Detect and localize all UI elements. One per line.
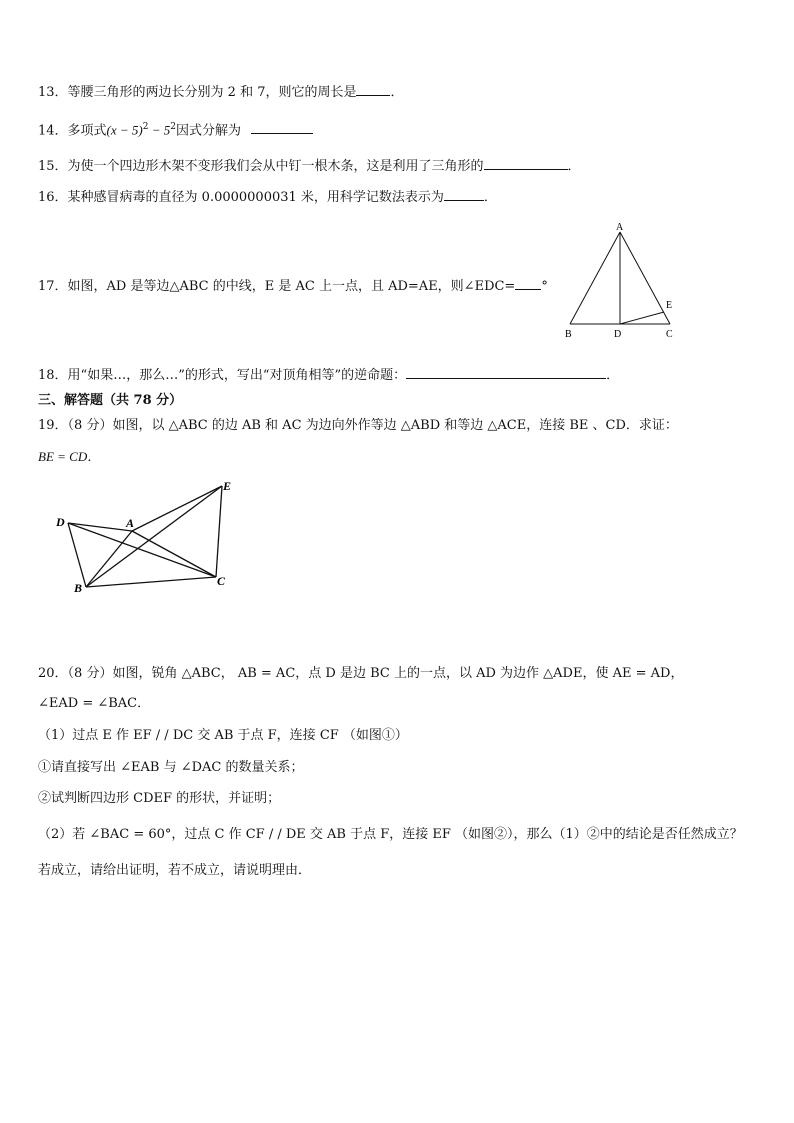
question-17-text: 17．如图，AD 是等边△ABC 的中线，E 是 AC 上一点，且 AD=AE，则∠EDC= [38,279,516,294]
question-16-end: ． [483,190,497,205]
point-label-d: D [56,515,65,529]
question-15-end: ． [567,159,581,174]
answer-blank [356,82,390,96]
question-14 [38,118,313,140]
question-15 [38,156,581,176]
question-20-part2: （2）若 ∠BAC = 60°，过点 C 作 CF / / DE 交 AB 于点 F，连接 EF （如图②），那么（1）②中的结论是否任然成立？ [38,827,743,842]
question-13-text: 13．等腰三角形的两边长分别为 2 和 7，则它的周长是 [38,85,357,100]
answer-blank [484,156,568,170]
point-label-a: A [126,516,135,530]
question-20-part2-cont: 若成立，请给出证明，若不成立，请说明理由． [38,863,312,878]
point-label-d: D [614,329,622,340]
question-18 [38,365,619,385]
question-15-text: 15．为使一个四边形木架不变形我们会从中钉一根木条，这是利用了三角形的 [38,159,484,174]
question-17 [38,276,548,296]
point-label-e: E [223,479,232,493]
figure-19-triangles [50,476,250,600]
expression-base: (x − 5) [106,122,143,138]
answer-blank [406,365,606,379]
question-16 [38,187,497,207]
question-16-text: 16．某种感冒病毒的直径为 0.0000000031 米，用科学记数法表示为 [38,190,444,205]
answer-blank [444,187,484,201]
point-label-c: C [666,329,673,340]
question-20-line1: 20．（8 分）如图，锐角 △ABC， AB = AC，点 D 是边 BC 上的一点，以 AD 为边作 △ADE，使 AE = AD， [38,666,684,681]
question-17-end: ° [541,279,548,294]
answer-blank [251,120,313,134]
question-20-line2: ∠EAD = ∠BAC． [38,696,151,711]
expression-minus: − 5 [148,122,171,138]
exponent: 2 [142,122,149,132]
figure-17-equilateral-triangle [560,218,680,344]
question-18-text: 18．用“如果…，那么…”的形式，写出“对顶角相等”的逆命题： [38,368,407,383]
point-label-b: B [565,329,572,340]
exponent: 2 [170,122,176,132]
question-20-part1-b: ②试判断四边形 CDEF 的形状，并证明； [38,791,281,806]
question-18-end: ． [606,368,620,383]
section-heading: 三、解答题（共 78 分） [38,393,183,408]
question-19-line1: 19．（8 分）如图，以 △ABC 的边 AB 和 AC 为边向外作等边 △ABD 和等边 △ACE，连接 BE 、CD．求证： [38,418,678,433]
question-20-part1-a: ①请直接写出 ∠EAB 与 ∠DAC 的数量关系； [38,760,304,775]
question-19-line2: BE = CD． [38,449,101,464]
question-14-label: 14．多项式 [38,123,107,139]
question-13 [38,82,404,102]
question-13-end: ． [390,85,404,100]
answer-blank [515,276,541,290]
point-label-e: E [666,300,673,311]
point-label-b: B [74,581,83,595]
question-20-part1: （1）过点 E 作 EF / / DC 交 AB 于点 F，连接 CF （如图①） [38,728,408,743]
point-label-c: C [217,574,226,588]
point-label-a: A [616,222,624,233]
question-14-text: 因式分解为 [176,123,242,139]
